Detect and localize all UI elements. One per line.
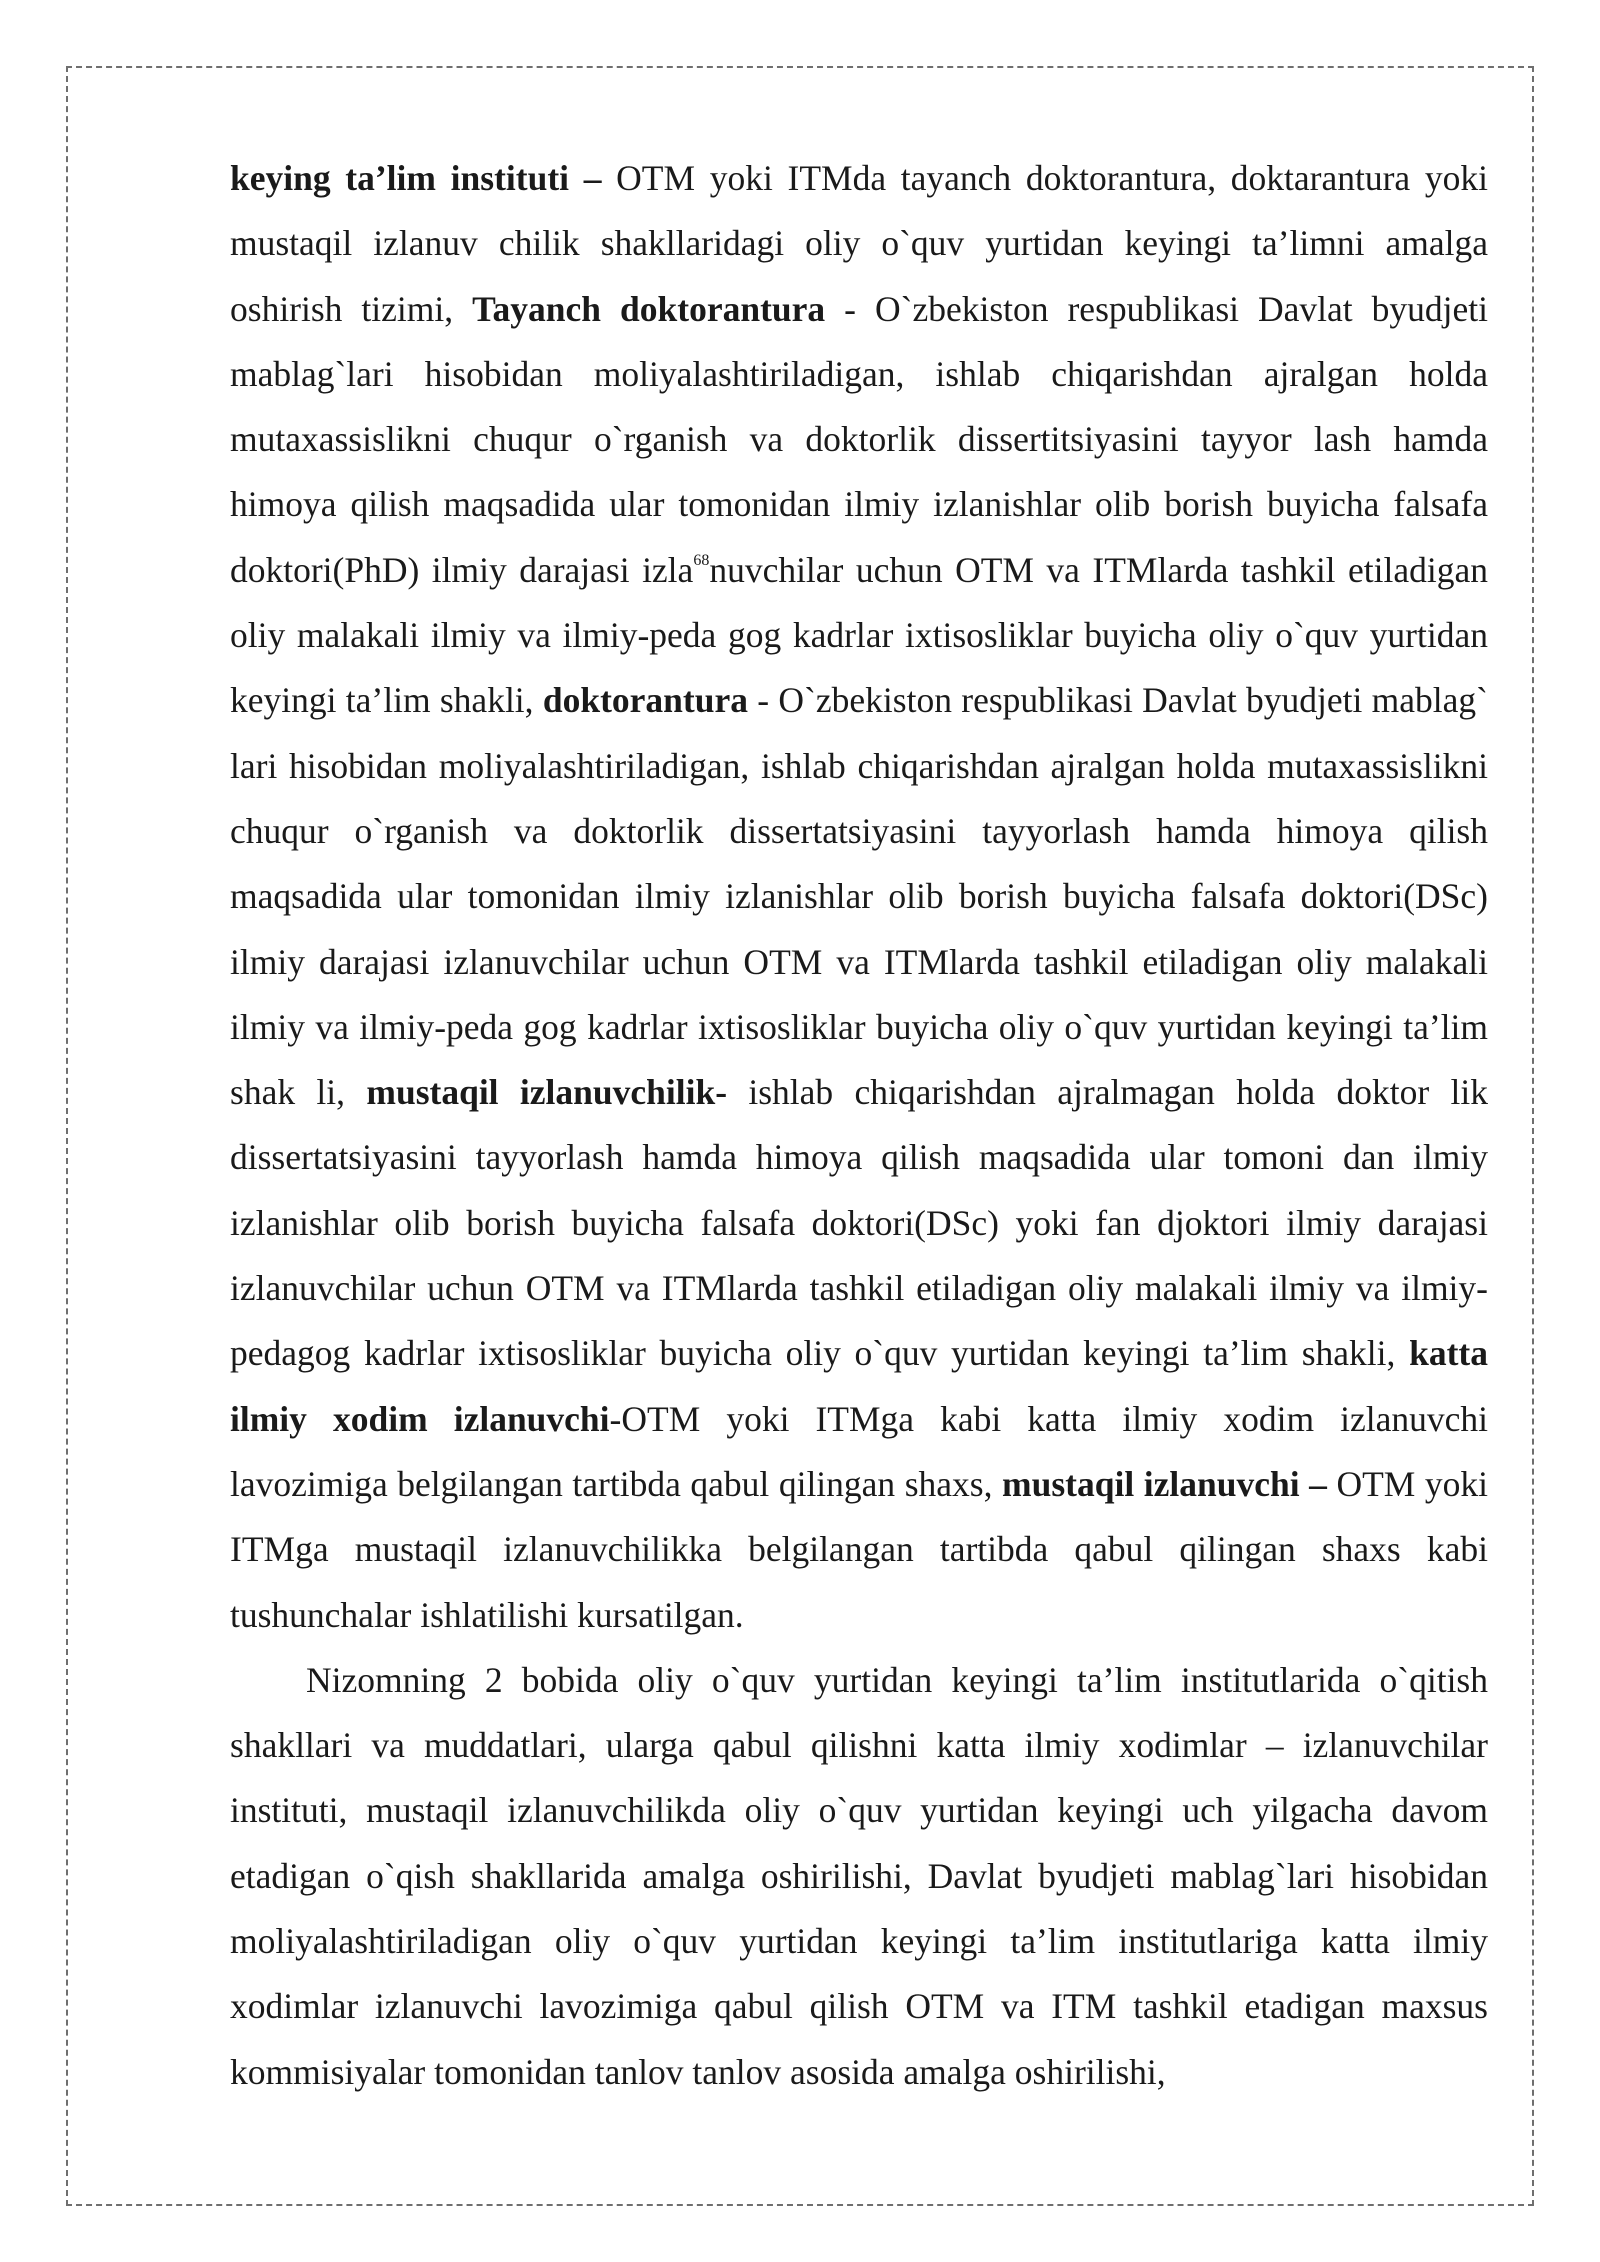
term-doctorate: doktorantura bbox=[542, 680, 748, 721]
text-segment: -OTM yoki ITMga kabi katta ilmiy xodim izlanuvchi lavozimiga belgilangan tartibda qabul qilingan shaxs, bbox=[230, 1398, 1489, 1504]
text-segment: - O`zbekiston respublikasi Davlat byudjeti mablag` lari hisobidan moliyalashtiriladigan, ishlab chiqarishdan ajralgan holda mutaxassislikni chuqur o`rganish va doktorlik dissertatsiyasini tayyorlash hamda himoya qilish maqsadida ular tomonidan ilmiy izlanishlar olib borish buyicha falsafa doktori(DSc) ilmiy darajasi izlanuvchilar uchun OTM va ITMlarda tashkil etiladigan oliy malakali ilmiy va ilmiy-peda gog kadrlar ixtisosliklar buyicha oliy o`quv yurtidan keyingi ta’lim shak li, bbox=[230, 680, 1488, 1113]
text-segment: OTM yoki ITMda tayanch doktorantura, doktarantura yoki mustaqil izlanuv chilik shakllaridagi oliy o`quv yurtidan keyingi ta’limni amalga oshirish tizimi, bbox=[230, 158, 1488, 329]
footnote-marker[interactable]: 68 bbox=[693, 551, 710, 569]
term-senior-researcher: katta ilmiy xodim izlanuvchi bbox=[230, 1333, 1488, 1439]
text-segment: OTM yoki ITMga mustaqil izlanuvchilikka belgilangan tartibda qabul qilingan shaxs kabi tushunchalar ishlatilishi kursatilgan. bbox=[230, 1463, 1489, 1635]
document-body bbox=[230, 146, 1488, 2105]
text-segment: nuvchilar uchun OTM va ITMlarda tashkil etiladigan oliy malakali ilmiy va ilmiy-peda gog kadrlar ixtisosliklar buyicha oliy o`quv yurtidan keyingi ta’lim shakli, bbox=[230, 549, 1488, 721]
term-basic-doctorate: Tayanch doktorantura bbox=[472, 288, 826, 329]
term-postgraduate-institute: keying ta’lim instituti – bbox=[230, 158, 602, 198]
term-independent-research: mustaqil izlanuvchilik- bbox=[366, 1072, 728, 1113]
paragraph-definitions bbox=[230, 146, 1488, 1648]
text-segment: ishlab chiqarishdan ajralmagan holda doktor lik dissertatsiyasini tayyorlash hamda himoya qilish maqsadida ular tomoni dan ilmiy izlanishlar olib borish buyicha falsafa doktori(DSc) yoki fan djoktori ilmiy darajasi izlanuvchilar uchun OTM va ITMlarda tashkil etiladigan oliy malakali ilmiy va ilmiy-pedagog kadrlar ixtisosliklar buyicha oliy o`quv yurtidan keyingi ta’lim shakli, bbox=[230, 1072, 1489, 1374]
term-independent-researcher: mustaqil izlanuvchi – bbox=[1002, 1463, 1327, 1504]
text-segment: - O`zbekiston respublikasi Davlat byudjeti mablag`lari hisobidan moliyalashtiriladigan, ishlab chiqarishdan ajralgan holda mutaxassislikni chuqur o`rganish va doktorlik dissertitsiyasini tayyor lash hamda himoya qilish maqsadida ular tomonidan ilmiy izlanishlar olib borish buyicha falsafa doktori(PhD) ilmiy darajasi izla bbox=[230, 288, 1489, 590]
paragraph-chapter-2: Nizomning 2 bobida oliy o`quv yurtidan keyingi ta’lim institutlarida o`qitish shakllari va muddatlari, ularga qabul qilishni katta ilmiy xodimlar – izlanuvchilar instituti, mustaqil izlanuvchilikda oliy o`quv yurtidan keyingi uch yilgacha davom etadigan o`qish shakllarida amalga oshirilishi, Davlat byudjeti mablag`lari hisobidan moliyalashtiriladigan oliy o`quv yurtidan keyingi ta’lim institutlariga katta ilmiy xodimlar izlanuvchi lavozimiga qabul qilish OTM va ITM tashkil etadigan maxsus kommisiyalar tomonidan tanlov tanlov asosida amalga oshirilishi, bbox=[230, 1659, 1488, 2092]
